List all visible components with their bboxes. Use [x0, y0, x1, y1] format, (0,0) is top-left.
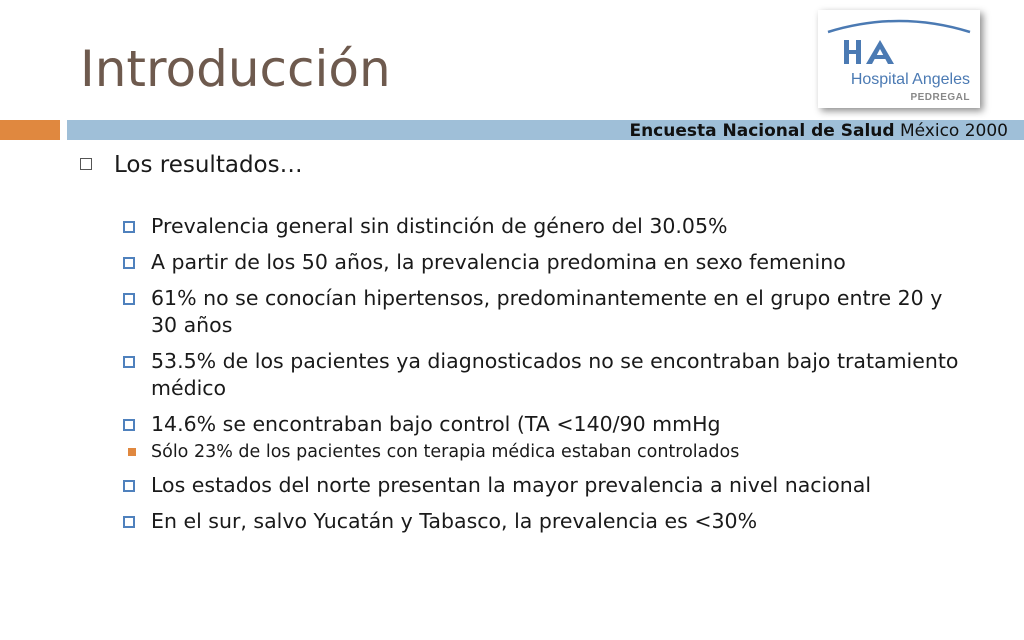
logo-ha-icon	[844, 38, 898, 68]
subtitle-bold: Encuesta Nacional de Salud	[629, 121, 895, 141]
square-bullet-icon	[123, 419, 135, 431]
list-item-text: A partir de los 50 años, la prevalencia predomina en sexo femenino	[151, 250, 846, 274]
logo-name: Hospital Angeles	[850, 71, 970, 88]
sub-list-item-text: Sólo 23% de los pacientes con terapia médica estaban controlados	[151, 442, 740, 462]
list-item-text: Los estados del norte presentan la mayor prevalencia a nivel nacional	[151, 473, 872, 497]
list-item	[120, 285, 970, 339]
slide-subtitle	[629, 120, 1008, 140]
bullet-list	[120, 213, 970, 544]
list-item-text: En el sur, salvo Yucatán y Tabasco, la prevalencia es <30%	[151, 509, 758, 533]
sub-list-item	[120, 441, 970, 463]
square-bullet-icon	[123, 480, 135, 492]
list-item	[120, 508, 970, 535]
hospital-logo	[818, 10, 980, 108]
list-item-text: Prevalencia general sin distinción de género del 30.05%	[151, 214, 728, 238]
logo-arc-icon	[826, 14, 972, 34]
subtitle-rest: México 2000	[894, 121, 1008, 141]
list-item-text: 61% no se conocían hipertensos, predominantemente en el grupo entre 20 y 30 años	[151, 286, 943, 337]
list-item	[120, 249, 970, 276]
square-bullet-icon	[123, 221, 135, 233]
list-item	[120, 411, 970, 438]
list-item-text: 14.6% se encontraban bajo control (TA <140/90 mmHg	[151, 412, 721, 436]
list-item-text: 53.5% de los pacientes ya diagnosticados no se encontraban bajo tratamiento médico	[151, 349, 959, 400]
heading-bullet	[80, 152, 303, 178]
logo-sub: PEDREGAL	[910, 92, 970, 103]
sub-bullet-list	[120, 441, 970, 463]
list-item	[120, 348, 970, 402]
square-bullet-icon	[123, 516, 135, 528]
filled-square-bullet-icon	[128, 448, 136, 456]
list-item	[120, 472, 970, 499]
heading-text: Los resultados…	[114, 152, 303, 178]
square-bullet-icon	[123, 356, 135, 368]
slide-title: Introducción	[80, 40, 391, 98]
hollow-square-bullet-icon	[80, 158, 92, 170]
square-bullet-icon	[123, 293, 135, 305]
square-bullet-icon	[123, 257, 135, 269]
sub-list-container	[120, 441, 970, 463]
accent-bar-orange	[0, 120, 60, 140]
list-item	[120, 213, 970, 240]
